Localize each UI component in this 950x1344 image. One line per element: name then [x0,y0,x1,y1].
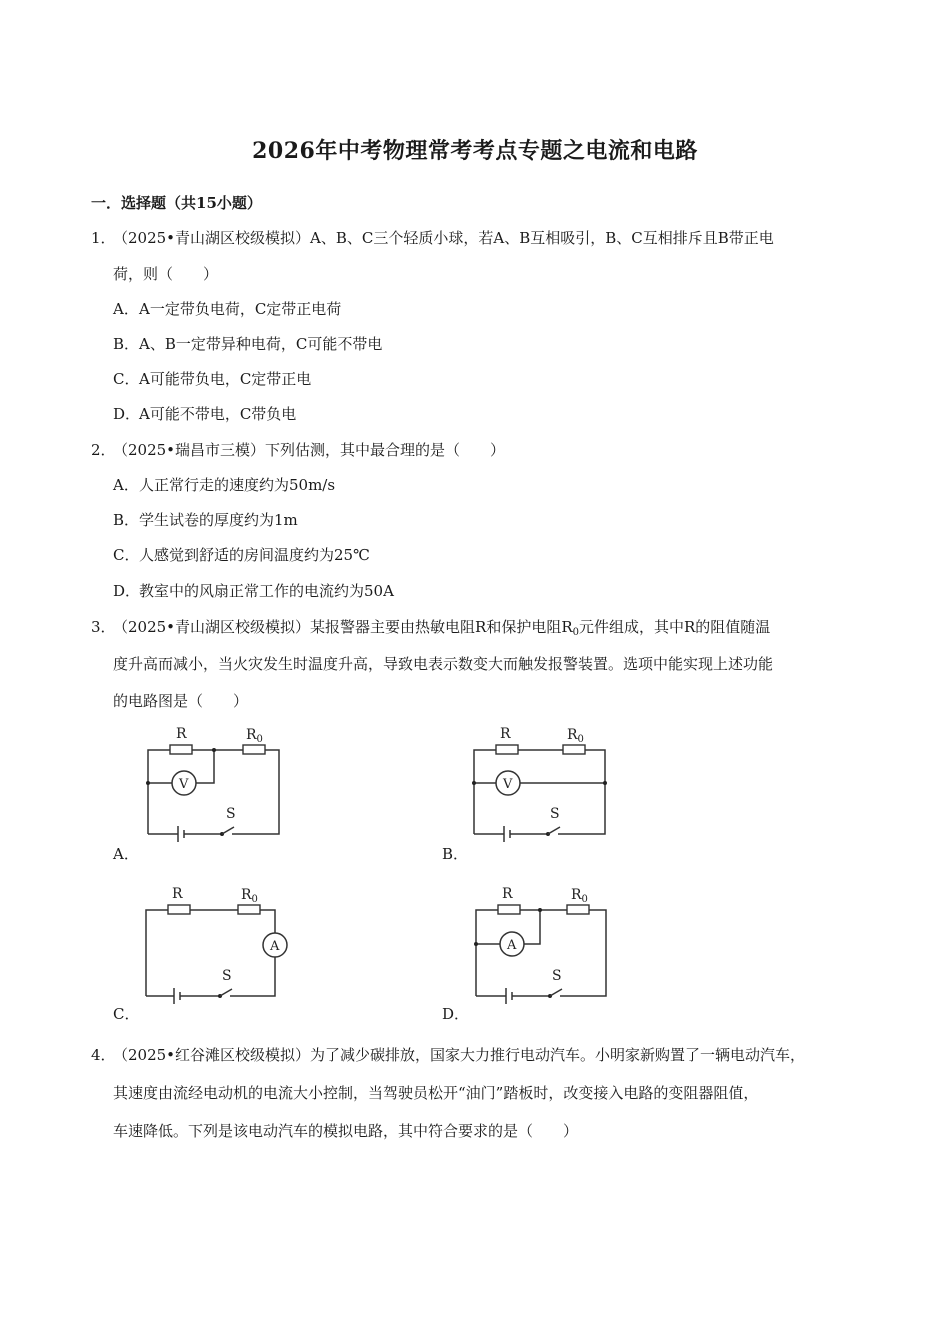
option-text: A、B一定带异种电荷，C可能不带电 [139,335,383,353]
option-d [113,404,296,424]
option-letter: B． [113,511,140,529]
option-letter: B． [113,335,140,353]
option-text: 人感觉到舒适的房间温度约为25℃ [139,546,370,564]
option-c [113,369,311,389]
question-number: 2． [91,441,116,459]
option-a [113,299,341,319]
circuit-diagram-d [468,880,618,1005]
question-stem: （2025•红谷滩区校级模拟）为了减少碳排放，国家大力推行电动汽车。小明家新购置了一辆电动汽车， [113,1046,806,1064]
option-d [113,581,394,601]
question-stem: 荷，则（ ） [113,265,219,283]
stem-text: 元件组成，其中R的阻值随温 [579,618,771,636]
option-letter: A． [113,300,139,318]
question-number: 3． [91,618,116,636]
diagram-label-b: B． [442,845,469,863]
option-a [113,475,335,495]
option-letter: A． [113,476,139,494]
resistor-r0 [243,745,265,754]
voltmeter-label: V [503,777,513,792]
resistor-r [170,745,192,754]
option-text: 学生试卷的厚度约为1m [139,511,298,529]
option-letter: C． [113,546,140,564]
question-number: 4． [91,1046,116,1064]
label-r0: $R_0$ [241,887,258,905]
subscript: 0 [572,627,579,638]
label-r: R [172,886,183,902]
option-letter: C． [113,370,140,388]
question-stem: 的电路图是（ ） [113,692,249,710]
option-text: 人正常行走的速度约为50m/s [139,476,336,494]
label-r: R [500,726,511,742]
option-letter: D． [113,582,141,600]
option-text: A可能不带电，C带负电 [139,405,297,423]
question-stem: 其速度由流经电动机的电流大小控制，当驾驶员松开“油门”踏板时，改变接入电路的变阻器阻值， [113,1084,759,1102]
option-text: A可能带负电，C定带正电 [139,370,312,388]
label-switch: S [222,968,232,984]
label-switch: S [226,806,236,822]
label-switch: S [552,968,562,984]
diagram-label-a: A． [113,845,139,863]
option-b [113,334,382,354]
section-heading: 一．选择题（共15小题） [91,194,262,212]
question-stem [113,617,770,643]
label-r0: $R_0$ [567,727,584,745]
question-stem: （2025•青山湖区校级模拟）A、B、C三个轻质小球，若A、B互相吸引，B、C互相排斥且B带正电 [113,229,774,247]
question-stem: （2025•瑞昌市三模）下列估测，其中最合理的是（ ） [113,441,506,459]
option-text: 教室中的风扇正常工作的电流约为50A [139,582,394,600]
label-r0: $R_0$ [571,887,588,905]
diagram-label-c: C． [113,1005,140,1023]
ammeter-label: A [270,939,280,954]
label-r: R [502,886,513,902]
voltmeter-label: V [179,777,189,792]
label-r0: $R_0$ [246,727,263,745]
circuit-diagram-c [140,880,295,1005]
ammeter-label: A [507,938,517,953]
option-b [113,510,298,530]
option-text: A一定带负电荷，C定带正电荷 [139,300,342,318]
circuit-diagram-a [140,720,290,845]
question-stem: 度升高而减小，当火灾发生时温度升高，导致电表示数变大而触发报警装置。选项中能实现上述功能 [113,655,774,673]
diagram-label-d: D． [442,1005,470,1023]
question-stem: 车速降低。下列是该电动汽车的模拟电路，其中符合要求的是（ ） [113,1122,579,1140]
stem-text: （2025•青山湖区校级模拟）某报警器主要由热敏电阻R和保护电阻R [113,618,573,636]
option-c [113,545,370,565]
page-title: 2026年中考物理常考考点专题之电流和电路 [252,138,698,164]
label-r: R [176,726,187,742]
circuit-diagram-b [466,720,616,845]
question-number: 1． [91,229,116,247]
option-letter: D． [113,405,141,423]
label-switch: S [550,806,560,822]
